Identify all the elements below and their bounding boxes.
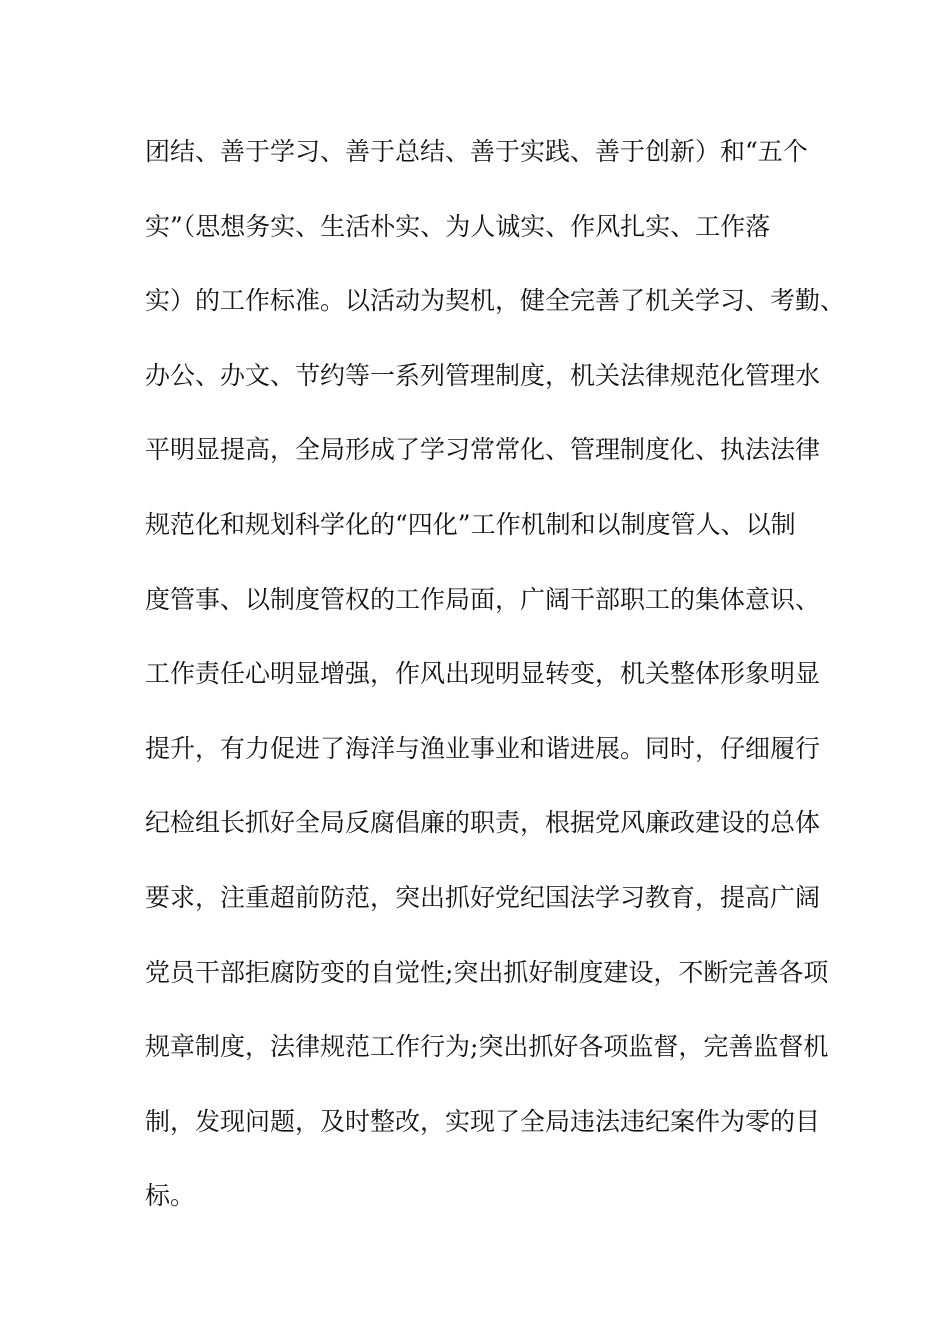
body-paragraph: [145, 130, 846, 1249]
text-line: 办公、办文、节约等一系列管理制度，机关法律规范化管理水: [145, 360, 821, 390]
text-line: 度管事、以制度管权的工作局面，广阔干部职工的集体意识、: [145, 584, 821, 614]
text-line: 党员干部拒腐防变的自觉性;突出抓好制度建设，不断完善各项: [145, 957, 829, 987]
text-line: 实）的工作标准。以活动为契机，健全完善了机关学习、考勤、: [145, 286, 846, 316]
text-line: 工作责任心明显增强，作风出现明显转变，机关整体形象明显: [145, 659, 821, 689]
text-line: 团结、善于学习、善于总结、善于实践、善于创新）和“五个: [145, 137, 808, 166]
text-line: 平明显提高，全局形成了学习常常化、管理制度化、执法法律: [145, 435, 821, 465]
text-line: 实”（思想务实、生活朴实、为人诚实、作风扎实、工作落: [145, 211, 771, 241]
text-line: 规范化和规划科学化的“四化”工作机制和以制度管人、以制: [145, 509, 796, 539]
text-line: 制，发现问题，及时整改，实现了全局违法违纪案件为零的目: [145, 1106, 821, 1136]
text-line: 规章制度，法律规范工作行为;突出抓好各项监督，完善监督机: [145, 1032, 829, 1062]
text-line: 提升，有力促进了海洋与渔业事业和谐进展。同时，仔细履行: [145, 733, 821, 763]
text-line: 纪检组长抓好全局反腐倡廉的职责，根据党风廉政建设的总体: [145, 808, 821, 838]
text-line: 标。: [145, 1181, 196, 1211]
text-line: 要求，注重超前防范，突出抓好党纪国法学习教育，提高广阔: [145, 882, 821, 912]
